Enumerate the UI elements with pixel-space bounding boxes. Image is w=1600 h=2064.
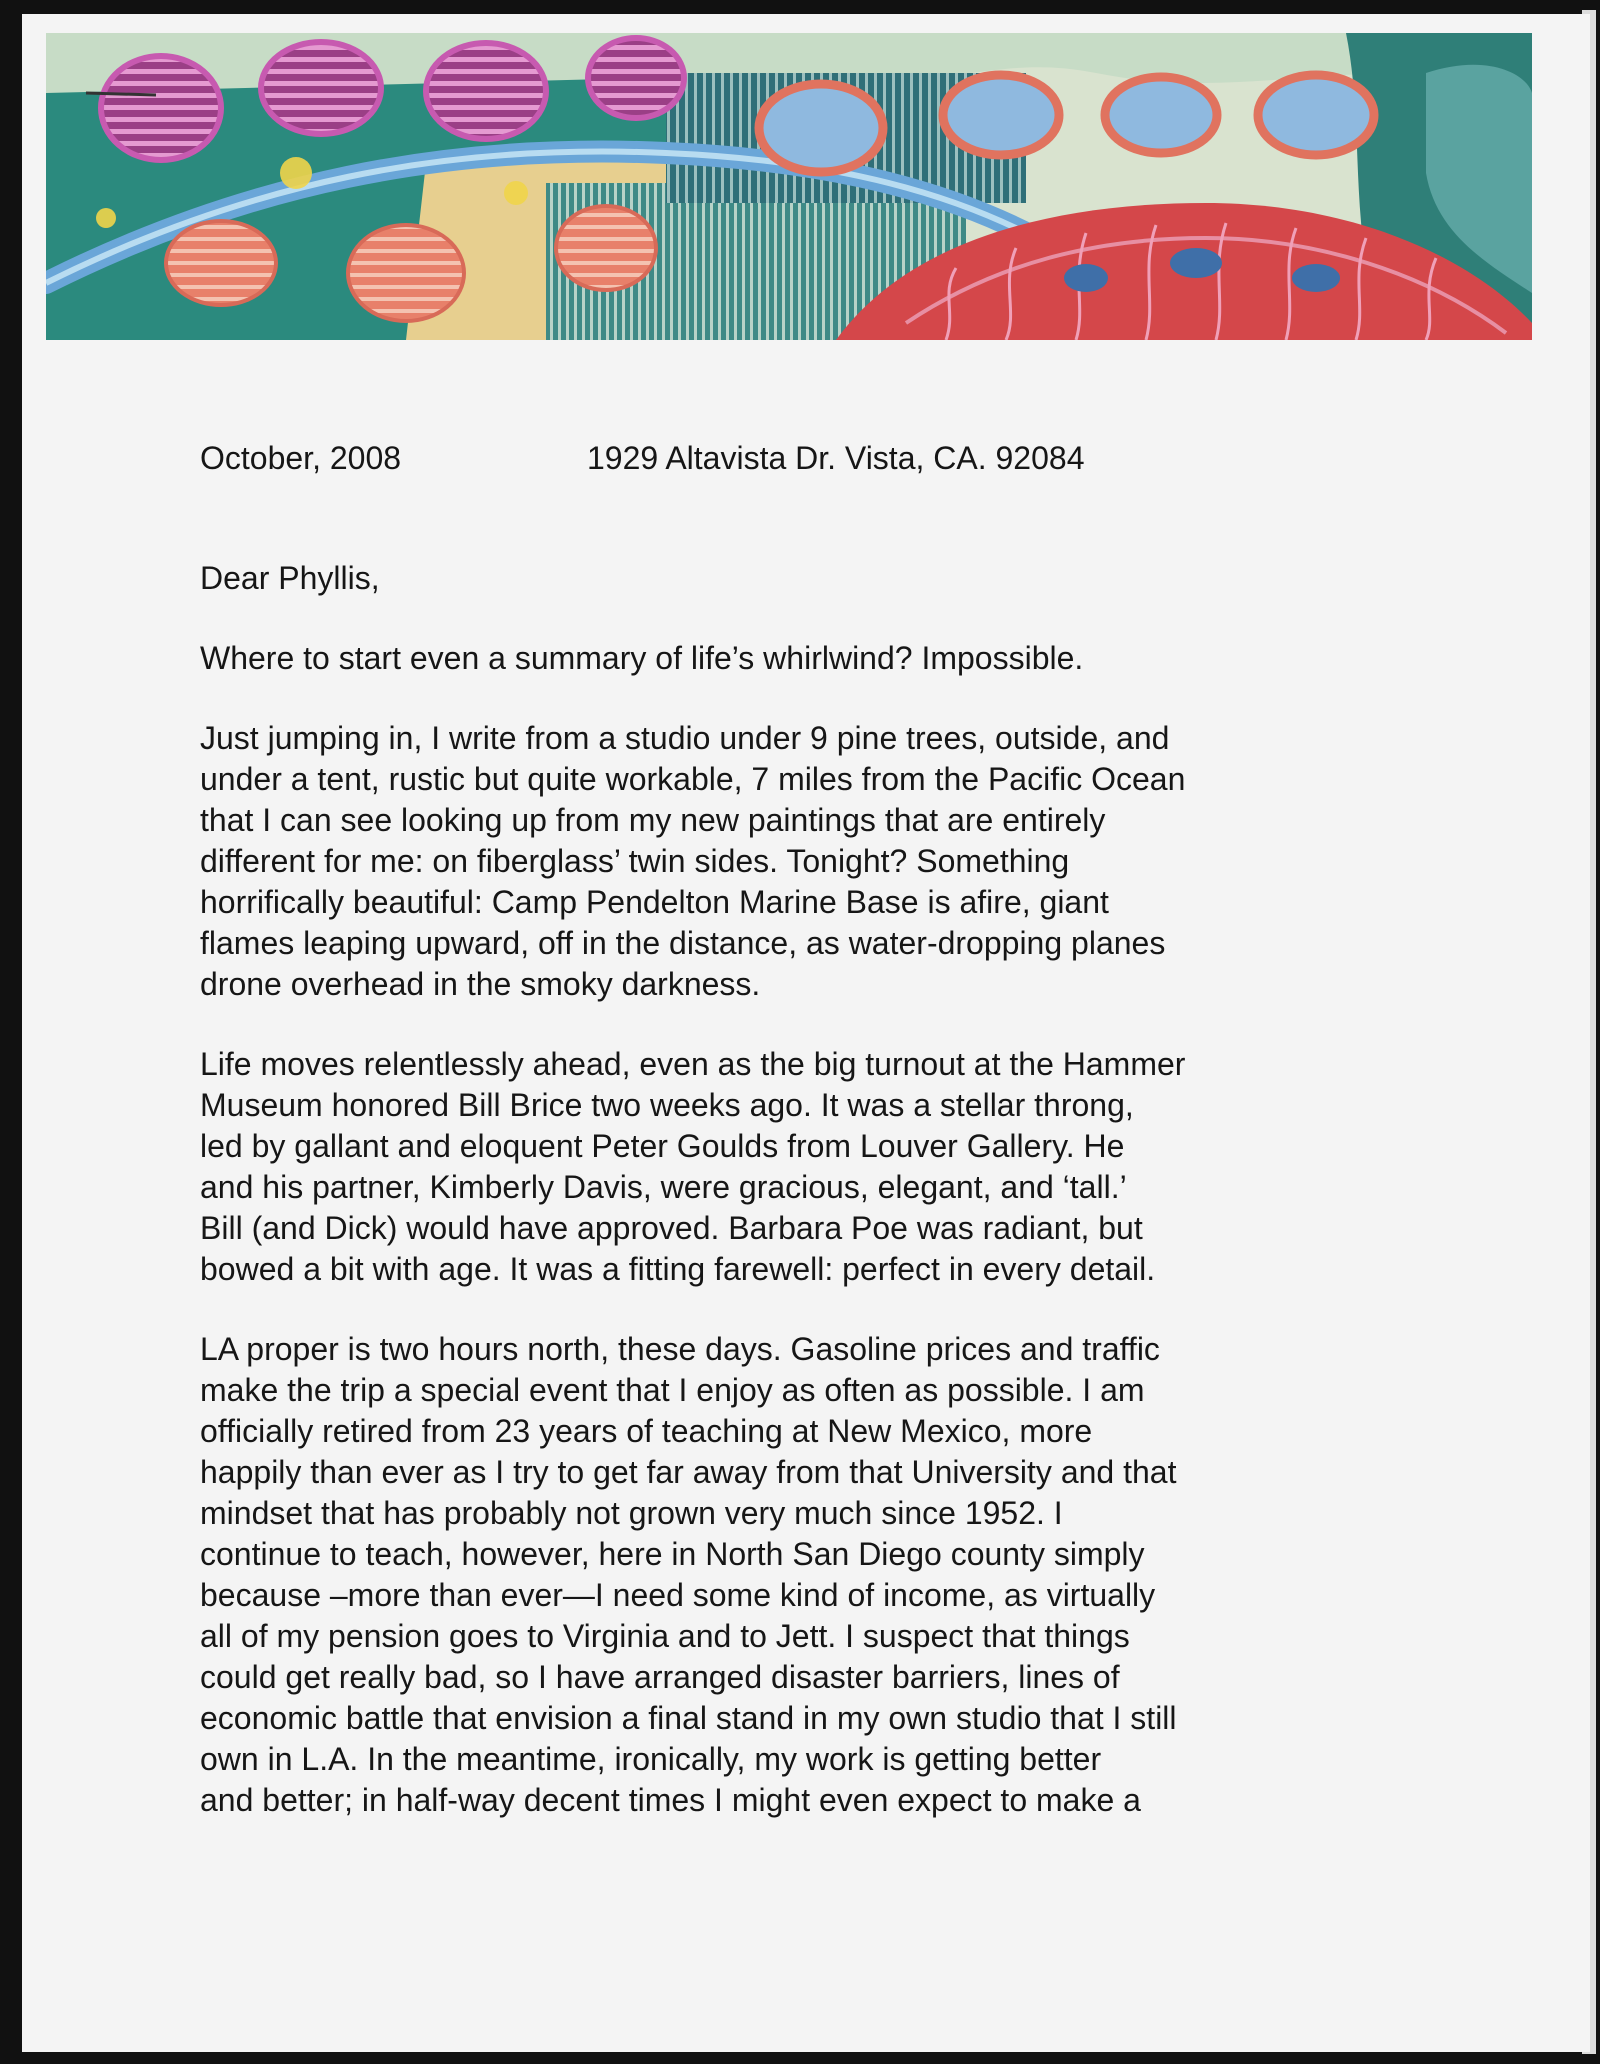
paragraph-line: drone overhead in the smoky darkness. [200,966,761,1002]
paragraph-line: make the trip a special event that I enjoy as often as possible. I am [200,1372,1145,1408]
paragraph-line: Where to start even a summary of life’s whirlwind? Impossible. [200,640,1084,676]
paragraph-line: Life moves relentlessly ahead, even as the big turnout at the Hammer [200,1046,1186,1082]
letter-greeting: Dear Phyllis, [200,560,380,596]
reverse-side-show-through [232,334,1392,376]
paragraph-line: officially retired from 23 years of teaching at New Mexico, more [200,1413,1093,1449]
letter-address: 1929 Altavista Dr. Vista, CA. 92084 [587,440,1085,476]
paragraph-line: own in L.A. In the meantime, ironically, my work is getting better [200,1741,1102,1777]
paragraph-line: LA proper is two hours north, these days. Gasoline prices and traffic [200,1331,1160,1367]
paragraph-line: different for me: on fiberglass’ twin sides. Tonight? Something [200,843,1070,879]
paragraph-line: mindset that has probably not grown very much since 1952. I [200,1495,1063,1531]
paragraph-line: bowed a bit with age. It was a fitting farewell: perfect in every detail. [200,1251,1156,1287]
paragraph-line: all of my pension goes to Virginia and to Jett. I suspect that things [200,1618,1130,1654]
painted-header-artwork [46,33,1532,340]
paragraph-line: Bill (and Dick) would have approved. Barbara Poe was radiant, but [200,1210,1143,1246]
paragraph-line: led by gallant and eloquent Peter Goulds from Louver Gallery. He [200,1128,1125,1164]
paragraph-line: horrifically beautiful: Camp Pendelton Marine Base is afire, giant [200,884,1109,920]
header-artwork-svg [46,33,1532,340]
letter-date: October, 2008 [200,440,402,476]
paragraph-line: Just jumping in, I write from a studio under 9 pine trees, outside, and [200,720,1170,756]
paragraph-line: flames leaping upward, off in the distance, as water-dropping planes [200,925,1166,961]
paragraph-line: could get really bad, so I have arranged disaster barriers, lines of [200,1659,1120,1695]
paragraph-line: and better; in half-way decent times I might even expect to make a [200,1782,1141,1818]
paragraph-line: continue to teach, however, here in North San Diego county simply [200,1536,1145,1572]
paragraph-line: happily than ever as I try to get far away from that University and that [200,1454,1177,1490]
paragraph-line: because –more than ever—I need some kind of income, as virtually [200,1577,1156,1613]
paragraph-line: Museum honored Bill Brice two weeks ago. It was a stellar throng, [200,1087,1134,1123]
paragraph-line: under a tent, rustic but quite workable, 7 miles from the Pacific Ocean [200,761,1186,797]
paragraph-line: economic battle that envision a final stand in my own studio that I still [200,1700,1177,1736]
paragraph-line: and his partner, Kimberly Davis, were gracious, elegant, and ‘tall.’ [200,1169,1127,1205]
paragraph-line: that I can see looking up from my new paintings that are entirely [200,802,1106,838]
